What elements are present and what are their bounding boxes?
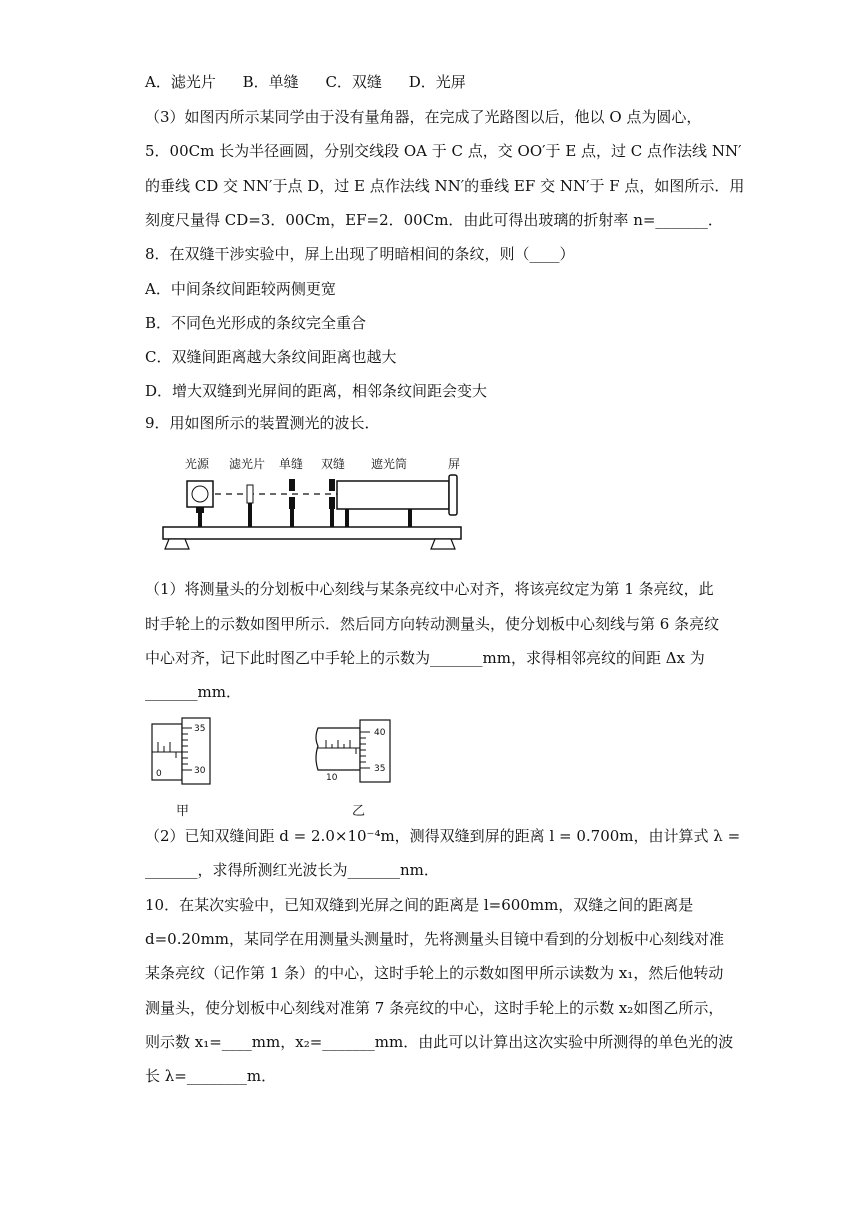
q9-stem: 9．用如图所示的装置测光的波长． <box>145 414 380 432</box>
q8-option-a: A．中间条纹间距较两侧更宽 <box>145 280 336 298</box>
q8-option-d: D．增大双缝到光屏间的距离，相邻条纹间距会变大 <box>145 382 488 400</box>
q9-part1-line1: （1）将测量头的分划板中心刻线与某条亮纹中心对齐，将该亮纹定为第 1 条亮纹，此 <box>145 580 714 598</box>
jia-main-mark: 0 <box>156 769 162 779</box>
jia-drum-bottom: 30 <box>194 766 206 776</box>
q8-stem: 8．在双缝干涉实验中，屏上出现了明暗相间的条纹，则（____） <box>145 245 575 263</box>
yi-drum-top: 40 <box>374 728 386 738</box>
q10-line3: 某条亮纹（记作第 1 条）的中心，这时手轮上的示数如图甲所示读数为 x₁，然后他转动 <box>145 964 724 982</box>
jia-drum-top: 35 <box>194 724 206 734</box>
q7-part3-line3: 的垂线 CD 交 NN′于点 D，过 E 点作法线 NN′的垂线 EF 交 NN′于 F 点，如图所示．用 <box>145 177 745 195</box>
q10-line4: 测量头，使分划板中心刻线对准第 7 条亮纹的中心，这时手轮上的示数 x₂如图乙所示， <box>145 999 724 1017</box>
q9-part2-line1: （2）已知双缝间距 d = 2.0×10⁻⁴m，测得双缝到屏的距离 l = 0.700m，由计算式 λ = <box>145 827 741 845</box>
label-shading-tube: 遮光筒 <box>371 457 408 471</box>
q9-part1-line2: 时手轮上的示数如图甲所示．然后同方向转动测量头，使分划板中心刻线与第 6 条亮纹 <box>145 615 720 633</box>
q10-line1: 10．在某次实验中，已知双缝到光屏之间的距离是 l=600mm，双缝之间的距离是 <box>145 896 694 914</box>
caption-yi: 乙 <box>352 804 366 819</box>
q7-part3-line4: 刻度尺量得 CD=3．00Cm，EF=2．00Cm．由此可得出玻璃的折射率 n=_______． <box>145 211 723 229</box>
q7-option-d: D．光屏 <box>408 73 466 91</box>
q7-option-c: C．双缝 <box>325 73 382 91</box>
label-filter: 滤光片 <box>229 457 266 471</box>
micrometer-jia-figure <box>148 716 223 786</box>
yi-main-mark: 10 <box>326 773 338 783</box>
q7-options <box>145 72 488 92</box>
caption-jia: 甲 <box>176 804 190 819</box>
micrometer-yi-figure <box>312 718 400 786</box>
q7-part3-line1: （3）如图丙所示某同学由于没有量角器，在完成了光路图以后，他以 O 点为圆心， <box>145 108 702 126</box>
label-double-slit: 双缝 <box>321 457 346 471</box>
q7-option-a: A．滤光片 <box>145 73 216 91</box>
q9-part2-line2: _______，求得所测红光波长为_______nm． <box>145 861 439 879</box>
q9-part1-line4: _______mm． <box>145 683 241 701</box>
q8-option-c: C．双缝间距离越大条纹间距离也越大 <box>145 348 397 366</box>
q8-option-b: B．不同色光形成的条纹完全重合 <box>145 314 367 332</box>
q7-option-b: B．单缝 <box>242 73 299 91</box>
yi-drum-bottom: 35 <box>374 764 386 774</box>
label-light-source: 光源 <box>185 457 210 471</box>
q10-line2: d=0.20mm，某同学在用测量头测量时，先将测量头目镜中看到的分划板中心刻线对准 <box>145 930 725 948</box>
q10-line6: 长 λ=________m． <box>145 1067 277 1085</box>
q10-line5: 则示数 x₁=____mm，x₂=_______mm．由此可以计算出这次实验中所测得的单色光的波 <box>145 1033 734 1051</box>
q7-part3-line2: 5．00Cm 长为半径画圆，分别交线段 OA 于 C 点，交 OO′于 E 点，过 C 点作法线 NN′ <box>145 142 742 160</box>
label-single-slit: 单缝 <box>279 457 304 471</box>
q9-part1-line3: 中心对齐，记下此时图乙中手轮上的示数为_______mm，求得相邻亮纹的间距 Δx 为 <box>145 649 705 667</box>
label-screen: 屏 <box>448 457 461 471</box>
interference-apparatus-figure <box>155 455 465 560</box>
